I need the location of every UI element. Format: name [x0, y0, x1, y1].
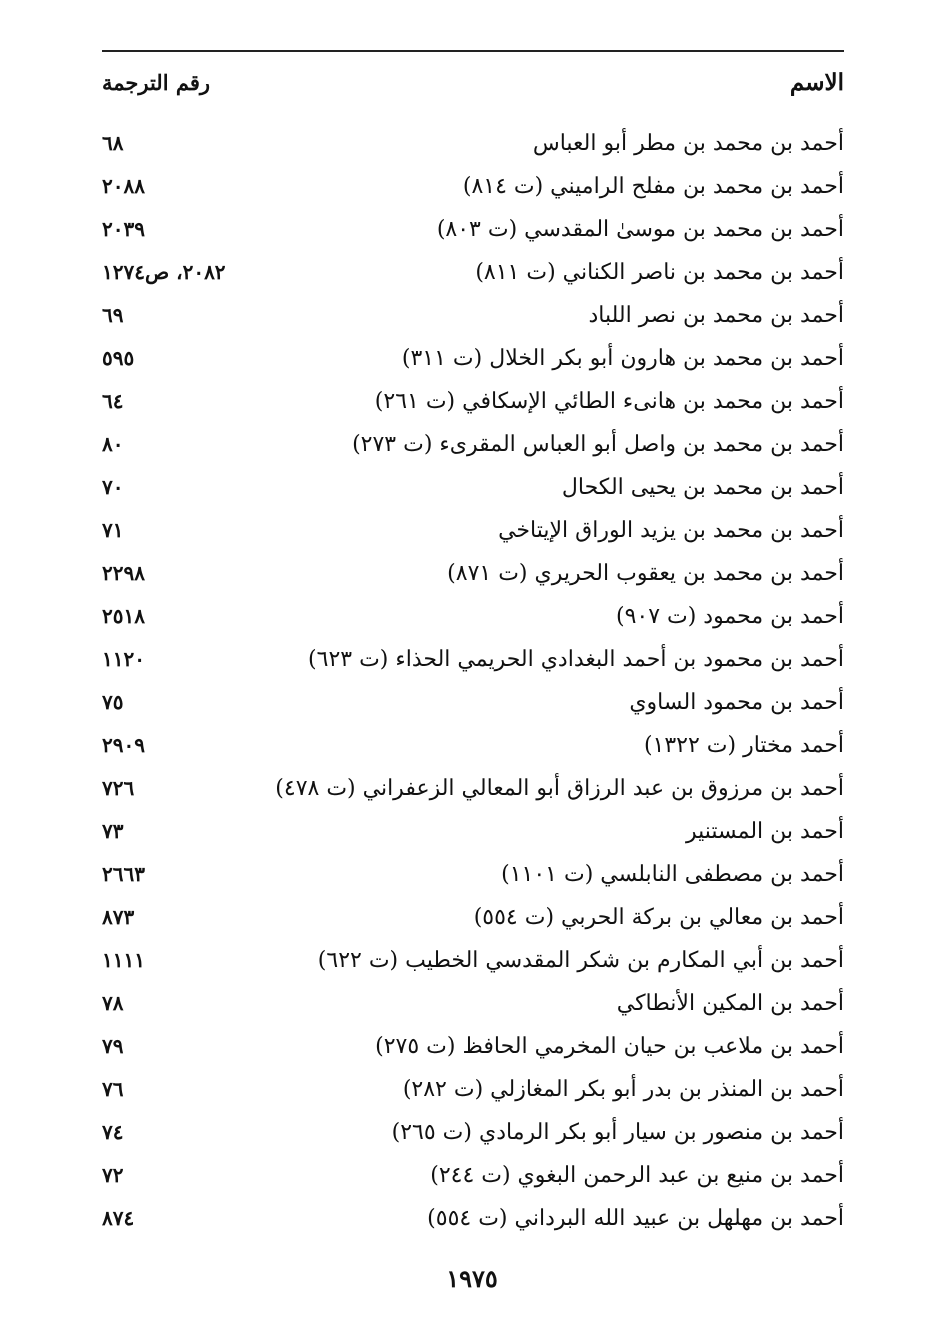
entry-number: ٨٧٣: [102, 905, 135, 929]
list-item: [102, 509, 844, 552]
list-item: [102, 724, 844, 767]
entry-name: أحمد بن محمد بن مطر أبو العباس: [532, 131, 844, 156]
entry-number: ١١١١: [102, 948, 145, 972]
entry-name: أحمد بن المكين الأنطاكي: [616, 991, 844, 1016]
entry-name: أحمد بن محمد بن يزيد الوراق الإيتاخي: [498, 518, 844, 543]
list-item: [102, 1154, 844, 1197]
entry-number: ٦٤: [102, 389, 124, 413]
entry-number: ٧٦: [102, 1077, 124, 1101]
page-number: ١٩٧٥: [446, 1264, 498, 1293]
entry-name: أحمد بن مصطفى النابلسي (ت ١١٠١): [501, 862, 844, 887]
entry-name: أحمد بن منصور بن سيار أبو بكر الرمادي (ت ٢٦٥): [391, 1120, 844, 1145]
list-item: [102, 1111, 844, 1154]
list-item: [102, 767, 844, 810]
entry-name: أحمد بن مهلهل بن عبيد الله البرداني (ت ٥٥٤): [427, 1206, 844, 1231]
entry-name: أحمد بن محمد بن ناصر الكناني (ت ٨١١): [475, 260, 844, 285]
entry-number: ٧٠: [102, 475, 124, 499]
entries-list: [102, 122, 844, 1240]
entry-number: ٥٩٥: [102, 346, 135, 370]
entry-number: ٢٠٨٢، ص١٢٧٤: [102, 260, 226, 284]
entry-number: ٢٠٨٨: [102, 174, 145, 198]
list-item: [102, 1068, 844, 1111]
list-item: [102, 208, 844, 251]
list-item: [102, 466, 844, 509]
entry-number: ٢٩٠٩: [102, 733, 145, 757]
entry-number: ٧٨: [102, 991, 124, 1015]
list-item: [102, 337, 844, 380]
column-header-row: [102, 66, 844, 100]
entry-name: أحمد بن المستنير: [685, 819, 844, 844]
list-item: [102, 810, 844, 853]
list-item: [102, 251, 844, 294]
entry-name: أحمد بن المنذر بن بدر أبو بكر المغازلي (ت ٢٨٢): [402, 1077, 844, 1102]
entry-name: أحمد مختار (ت ١٣٢٢): [643, 733, 844, 758]
entry-number: ٢٠٣٩: [102, 217, 145, 241]
entry-number: ٢٦٦٣: [102, 862, 145, 886]
list-item: [102, 595, 844, 638]
entry-name: أحمد بن محمد بن هارون أبو بكر الخلال (ت ٣١١): [401, 346, 844, 371]
entry-name: أحمد بن محمود (ت ٩٠٧): [615, 604, 844, 629]
list-item: [102, 1025, 844, 1068]
entry-name: أحمد بن محمود بن أحمد البغدادي الحريمي الحذاء (ت ٦٢٣): [308, 647, 844, 672]
entry-number: ٧٢: [102, 1163, 124, 1187]
entry-number: ١١٢٠: [102, 647, 145, 671]
list-item: [102, 165, 844, 208]
list-item: [102, 853, 844, 896]
entry-name: أحمد بن محمد بن واصل أبو العباس المقرىء (ت ٢٧٣): [352, 432, 844, 457]
entry-name: أحمد بن محمد بن موسىٰ المقدسي (ت ٨٠٣): [436, 217, 844, 242]
name-column-header: الاسم: [789, 69, 844, 96]
list-item: [102, 122, 844, 165]
entry-number: ٨٧٤: [102, 1206, 135, 1230]
entry-name: أحمد بن مرزوق بن عبد الرزاق أبو المعالي الزعفراني (ت ٤٧٨): [275, 776, 844, 801]
list-item: [102, 1197, 844, 1240]
list-item: [102, 552, 844, 595]
list-item: [102, 294, 844, 337]
entry-number: ٧٢٦: [102, 776, 135, 800]
entry-number: ٦٨: [102, 131, 124, 155]
entry-name: أحمد بن محمد بن يحيى الكحال: [561, 475, 844, 500]
entry-name: أحمد بن ملاعب بن حيان المخرمي الحافظ (ت ٢٧٥): [375, 1034, 844, 1059]
entry-number: ٧٣: [102, 819, 124, 843]
entry-number: ٨٠: [102, 432, 124, 456]
list-item: [102, 896, 844, 939]
list-item: [102, 681, 844, 724]
entry-name: أحمد بن محمد بن يعقوب الحريري (ت ٨٧١): [447, 561, 844, 586]
number-column-header: رقم الترجمة: [102, 70, 211, 95]
entry-name: أحمد بن منيع بن عبد الرحمن البغوي (ت ٢٤٤): [430, 1163, 844, 1188]
entry-name: أحمد بن معالي بن بركة الحربي (ت ٥٥٤): [473, 905, 844, 930]
entry-number: ٧٤: [102, 1120, 124, 1144]
entry-number: ٢٥١٨: [102, 604, 145, 628]
list-item: [102, 982, 844, 1025]
entry-name: أحمد بن محمد بن نصر اللباد: [588, 303, 844, 328]
entry-name: أحمد بن أبي المكارم بن شكر المقدسي الخطيب (ت ٦٢٢): [317, 948, 844, 973]
entry-name: أحمد بن محمد بن مفلح الراميني (ت ٨١٤): [462, 174, 844, 199]
entry-number: ٧٥: [102, 690, 124, 714]
entry-number: ٧٩: [102, 1034, 124, 1058]
entry-name: أحمد بن محمد بن هانىء الطائي الإسكافي (ت ٢٦١): [374, 389, 844, 414]
entry-number: ٧١: [102, 518, 124, 542]
top-rule: [102, 50, 844, 52]
list-item: [102, 638, 844, 681]
entry-number: ٦٩: [102, 303, 124, 327]
entry-number: ٢٢٩٨: [102, 561, 145, 585]
list-item: [102, 939, 844, 982]
entry-name: أحمد بن محمود الساوي: [629, 690, 844, 715]
list-item: [102, 423, 844, 466]
list-item: [102, 380, 844, 423]
